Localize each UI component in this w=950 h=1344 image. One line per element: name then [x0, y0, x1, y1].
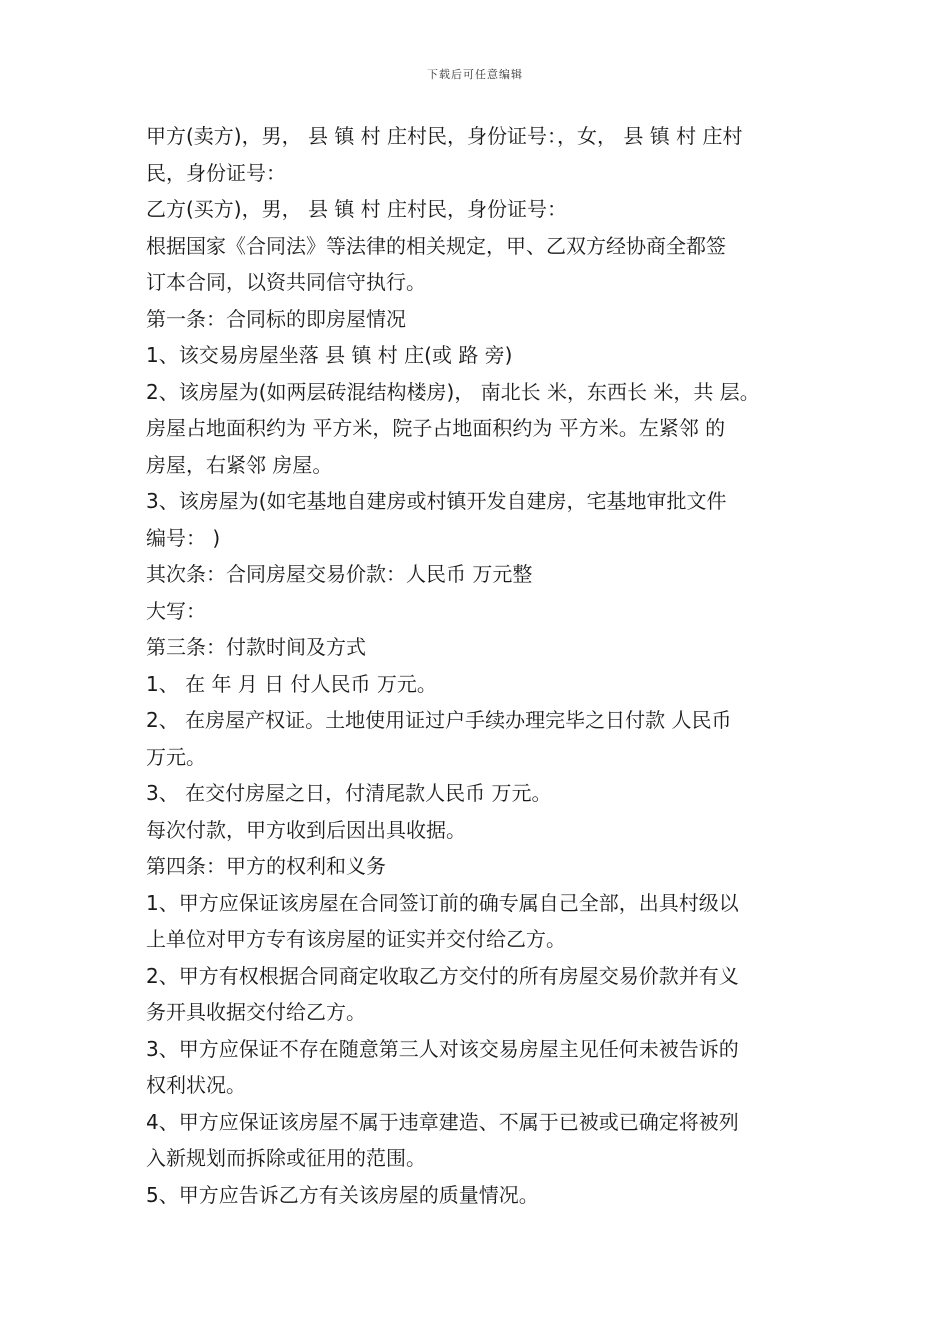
- section-heading: 第四条：甲方的权利和义务: [146, 854, 386, 878]
- text-line: 3、甲方应保证不存在随意第三人对该交易房屋主见任何未被告诉的: [146, 1036, 739, 1061]
- document-body: [146, 118, 826, 1213]
- text-line: 大写：: [146, 598, 206, 623]
- text-line: 5、甲方应告诉乙方有关该房屋的质量情况。: [146, 1182, 539, 1207]
- text-line: 1、 在 年 月 日 付人民币 万元。: [146, 671, 437, 696]
- section-heading: 第三条：付款时间及方式: [146, 635, 366, 659]
- text-line: 房屋，右紧邻 房屋。: [146, 452, 333, 477]
- text-line: 1、该交易房屋坐落 县 镇 村 庄(或 路 旁): [146, 343, 513, 367]
- text-line: 3、该房屋为(如宅基地自建房或村镇开发自建房，宅基地审批文件: [146, 489, 727, 513]
- text-line: 甲方(卖方)，男， 县 镇 村 庄村民，身份证号：，女， 县 镇 村 庄村: [146, 124, 743, 148]
- text-line: 入新规划而拆除或征用的范围。: [146, 1146, 426, 1170]
- text-line: 2、该房屋为(如两层砖混结构楼房)， 南北长 米，东西长 米，共 层。: [146, 379, 760, 404]
- text-line: 上单位对甲方专有该房屋的证实并交付给乙方。: [146, 927, 566, 951]
- text-line: 每次付款，甲方收到后因出具收据。: [146, 817, 466, 842]
- text-line: 3、 在交付房屋之日，付清尾款人民币 万元。: [146, 781, 552, 805]
- text-line: 房屋占地面积约为 平方米，院子占地面积约为 平方米。左紧邻 的: [146, 416, 726, 440]
- text-line: 根据国家《合同法》等法律的相关规定，甲、乙双方经协商全都签: [146, 233, 726, 258]
- text-line: 权利状况。: [146, 1073, 246, 1097]
- page-header: 下载后可任意编辑: [427, 68, 523, 81]
- text-line: 万元。: [146, 744, 206, 769]
- section-heading: 其次条：合同房屋交易价款：人民币 万元整: [146, 562, 533, 586]
- text-line: 务开具收据交付给乙方。: [146, 1000, 366, 1024]
- text-line: 2、甲方有权根据合同商定收取乙方交付的所有房屋交易价款并有义: [146, 963, 739, 988]
- text-line: 订本合同，以资共同信守执行。: [146, 270, 426, 294]
- text-line: 民，身份证号：: [146, 160, 286, 185]
- text-line: 乙方(买方)，男， 县 镇 村 庄村民，身份证号：: [146, 197, 568, 221]
- text-line: 4、甲方应保证该房屋不属于违章建造、不属于已被或已确定将被列: [146, 1109, 739, 1134]
- section-heading: 第一条：合同标的即房屋情况: [146, 306, 406, 331]
- text-line: 编号： ): [146, 525, 221, 550]
- text-line: 2、 在房屋产权证。土地使用证过户手续办理完毕之日付款 人民币: [146, 708, 732, 732]
- text-line: 1、甲方应保证该房屋在合同签订前的确专属自己全部，出具村级以: [146, 890, 739, 915]
